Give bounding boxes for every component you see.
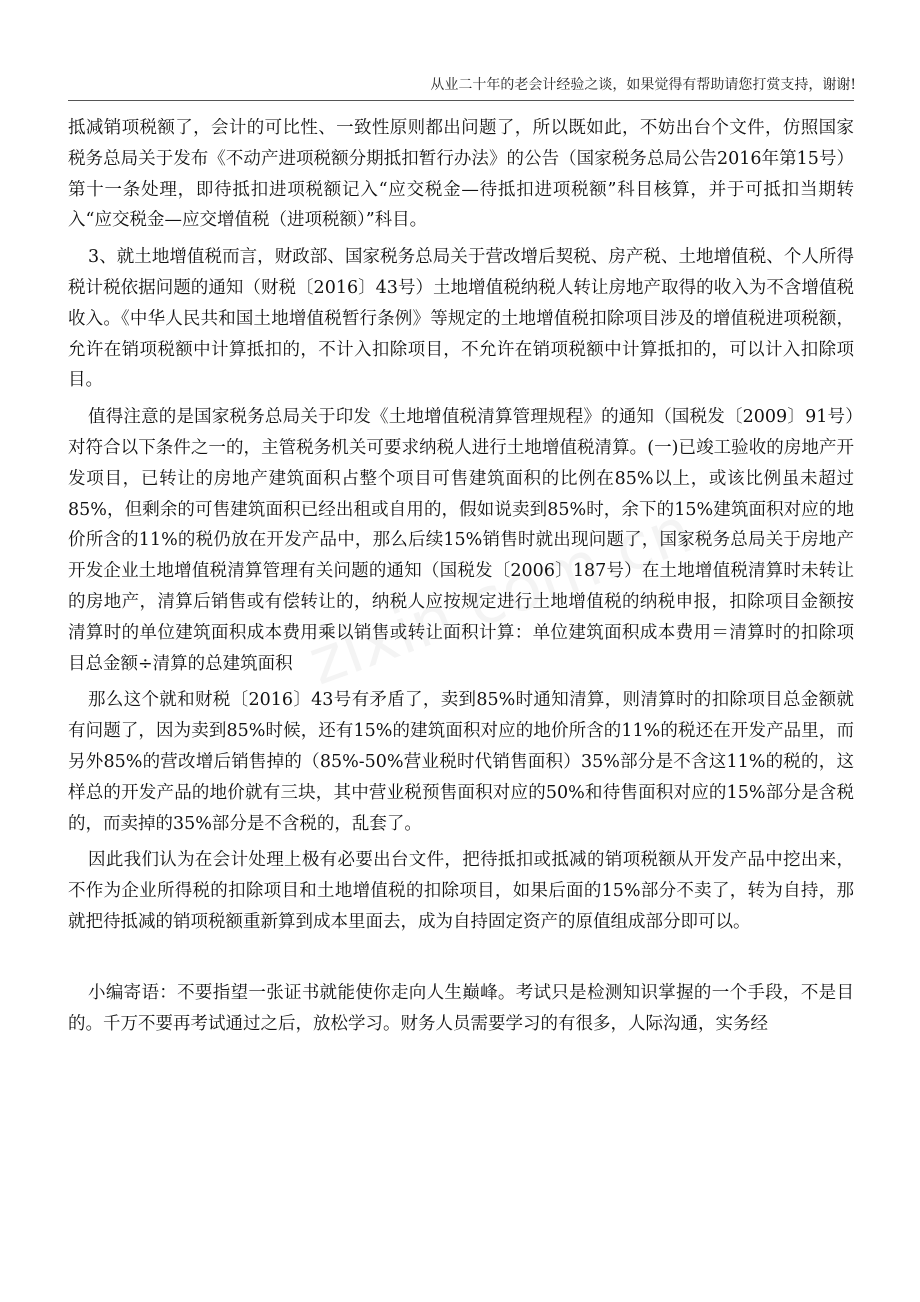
paragraph-continuation: 抵减销项税额了，会计的可比性、一致性原则都出问题了，所以既如此，不妨出台个文件，仿照国家税务总局关于发布《不动产进项税额分期抵扣暂行办法》的公告（国家税务总局公告2016年第15号）第十一条处理，即待抵扣进项税额记入“应交税金—待抵扣进项税额”科目核算，并于可抵扣当期转入“应交税金—应交增值税（进项税额）”科目。 (68, 118, 854, 231)
paragraph-conclusion: 因此我们认为在会计处理上极有必要出台文件，把待抵扣或抵减的销项税额从开发产品中挖出来，不作为企业所得税的扣除项目和土地增值税的扣除项目，如果后面的15%部分不卖了，转为自持，那就把待抵减的销项税额重新算到成本里面去，成为自持固定资产的原值组成部分即可以。 (68, 850, 854, 932)
paragraph-clearing-rules: 值得注意的是国家税务总局关于印发《土地增值税清算管理规程》的通知（国税发〔2009〕91号）对符合以下条件之一的，主管税务机关可要求纳税人进行土地增值税清算。(一)已竣工验收的房地产开发项目，已转让的房地产建筑面积占整个项目可售建筑面积的比例在85%以上，或该比例虽未超过85%，但剩余的可售建筑面积已经出租或自用的，假如说卖到85%时，余下的15%建筑面积对应的地价所含的11%的税仍放在开发产品中，那么后续15%销售时就出现问题了，国家税务总局关于房地产开发企业土地增值税清算管理有关问题的通知（国税发〔2006〕187号）在土地增值税清算时未转让的房地产，清算后销售或有偿转让的，纳税人应按规定进行土地增值税的纳税申报，扣除项目金额按清算时的单位建筑面积成本费用乘以销售或转让面积计算：单位建筑面积成本费用＝清算时的扣除项目总金额÷清算的总建筑面积 (68, 407, 854, 674)
header-note: 从业二十年的老会计经验之谈，如果觉得有帮助请您打赏支持，谢谢! (430, 77, 856, 93)
document-body (68, 113, 854, 1039)
paragraph-land-vat: 3、就土地增值税而言，财政部、国家税务总局关于营改增后契税、房产税、土地增值税、个人所得税计税依据问题的通知（财税〔2016〕43号）土地增值税纳税人转让房地产取得的收入为不含增值税收入。《中华人民共和国土地增值税暂行条例》等规定的土地增值税扣除项目涉及的增值税进项税额，允许在销项税额中计算抵扣的，不计入扣除项目，不允许在销项税额中计算抵扣的，可以计入扣除项目。 (68, 247, 854, 391)
paragraph-contradiction: 那么这个就和财税〔2016〕43号有矛盾了，卖到85%时通知清算，则清算时的扣除项目总金额就有问题了，因为卖到85%时候，还有15%的建筑面积对应的地价所含的11%的税还在开发产品里，而另外85%的营改增后销售掉的（85%-50%营业税时代销售面积）35%部分是不含这11%的税的，这样总的开发产品的地价就有三块，其中营业税预售面积对应的50%和待售面积对应的15%部分是含税的，而卖掉的35%部分是不含税的，乱套了。 (68, 690, 854, 834)
header-divider (68, 100, 854, 101)
paragraph-editor-note: 小编寄语：不要指望一张证书就能使你走向人生巅峰。考试只是检测知识掌握的一个手段，不是目的。千万不要再考试通过之后，放松学习。财务人员需要学习的有很多，人际沟通，实务经 (68, 982, 854, 1034)
